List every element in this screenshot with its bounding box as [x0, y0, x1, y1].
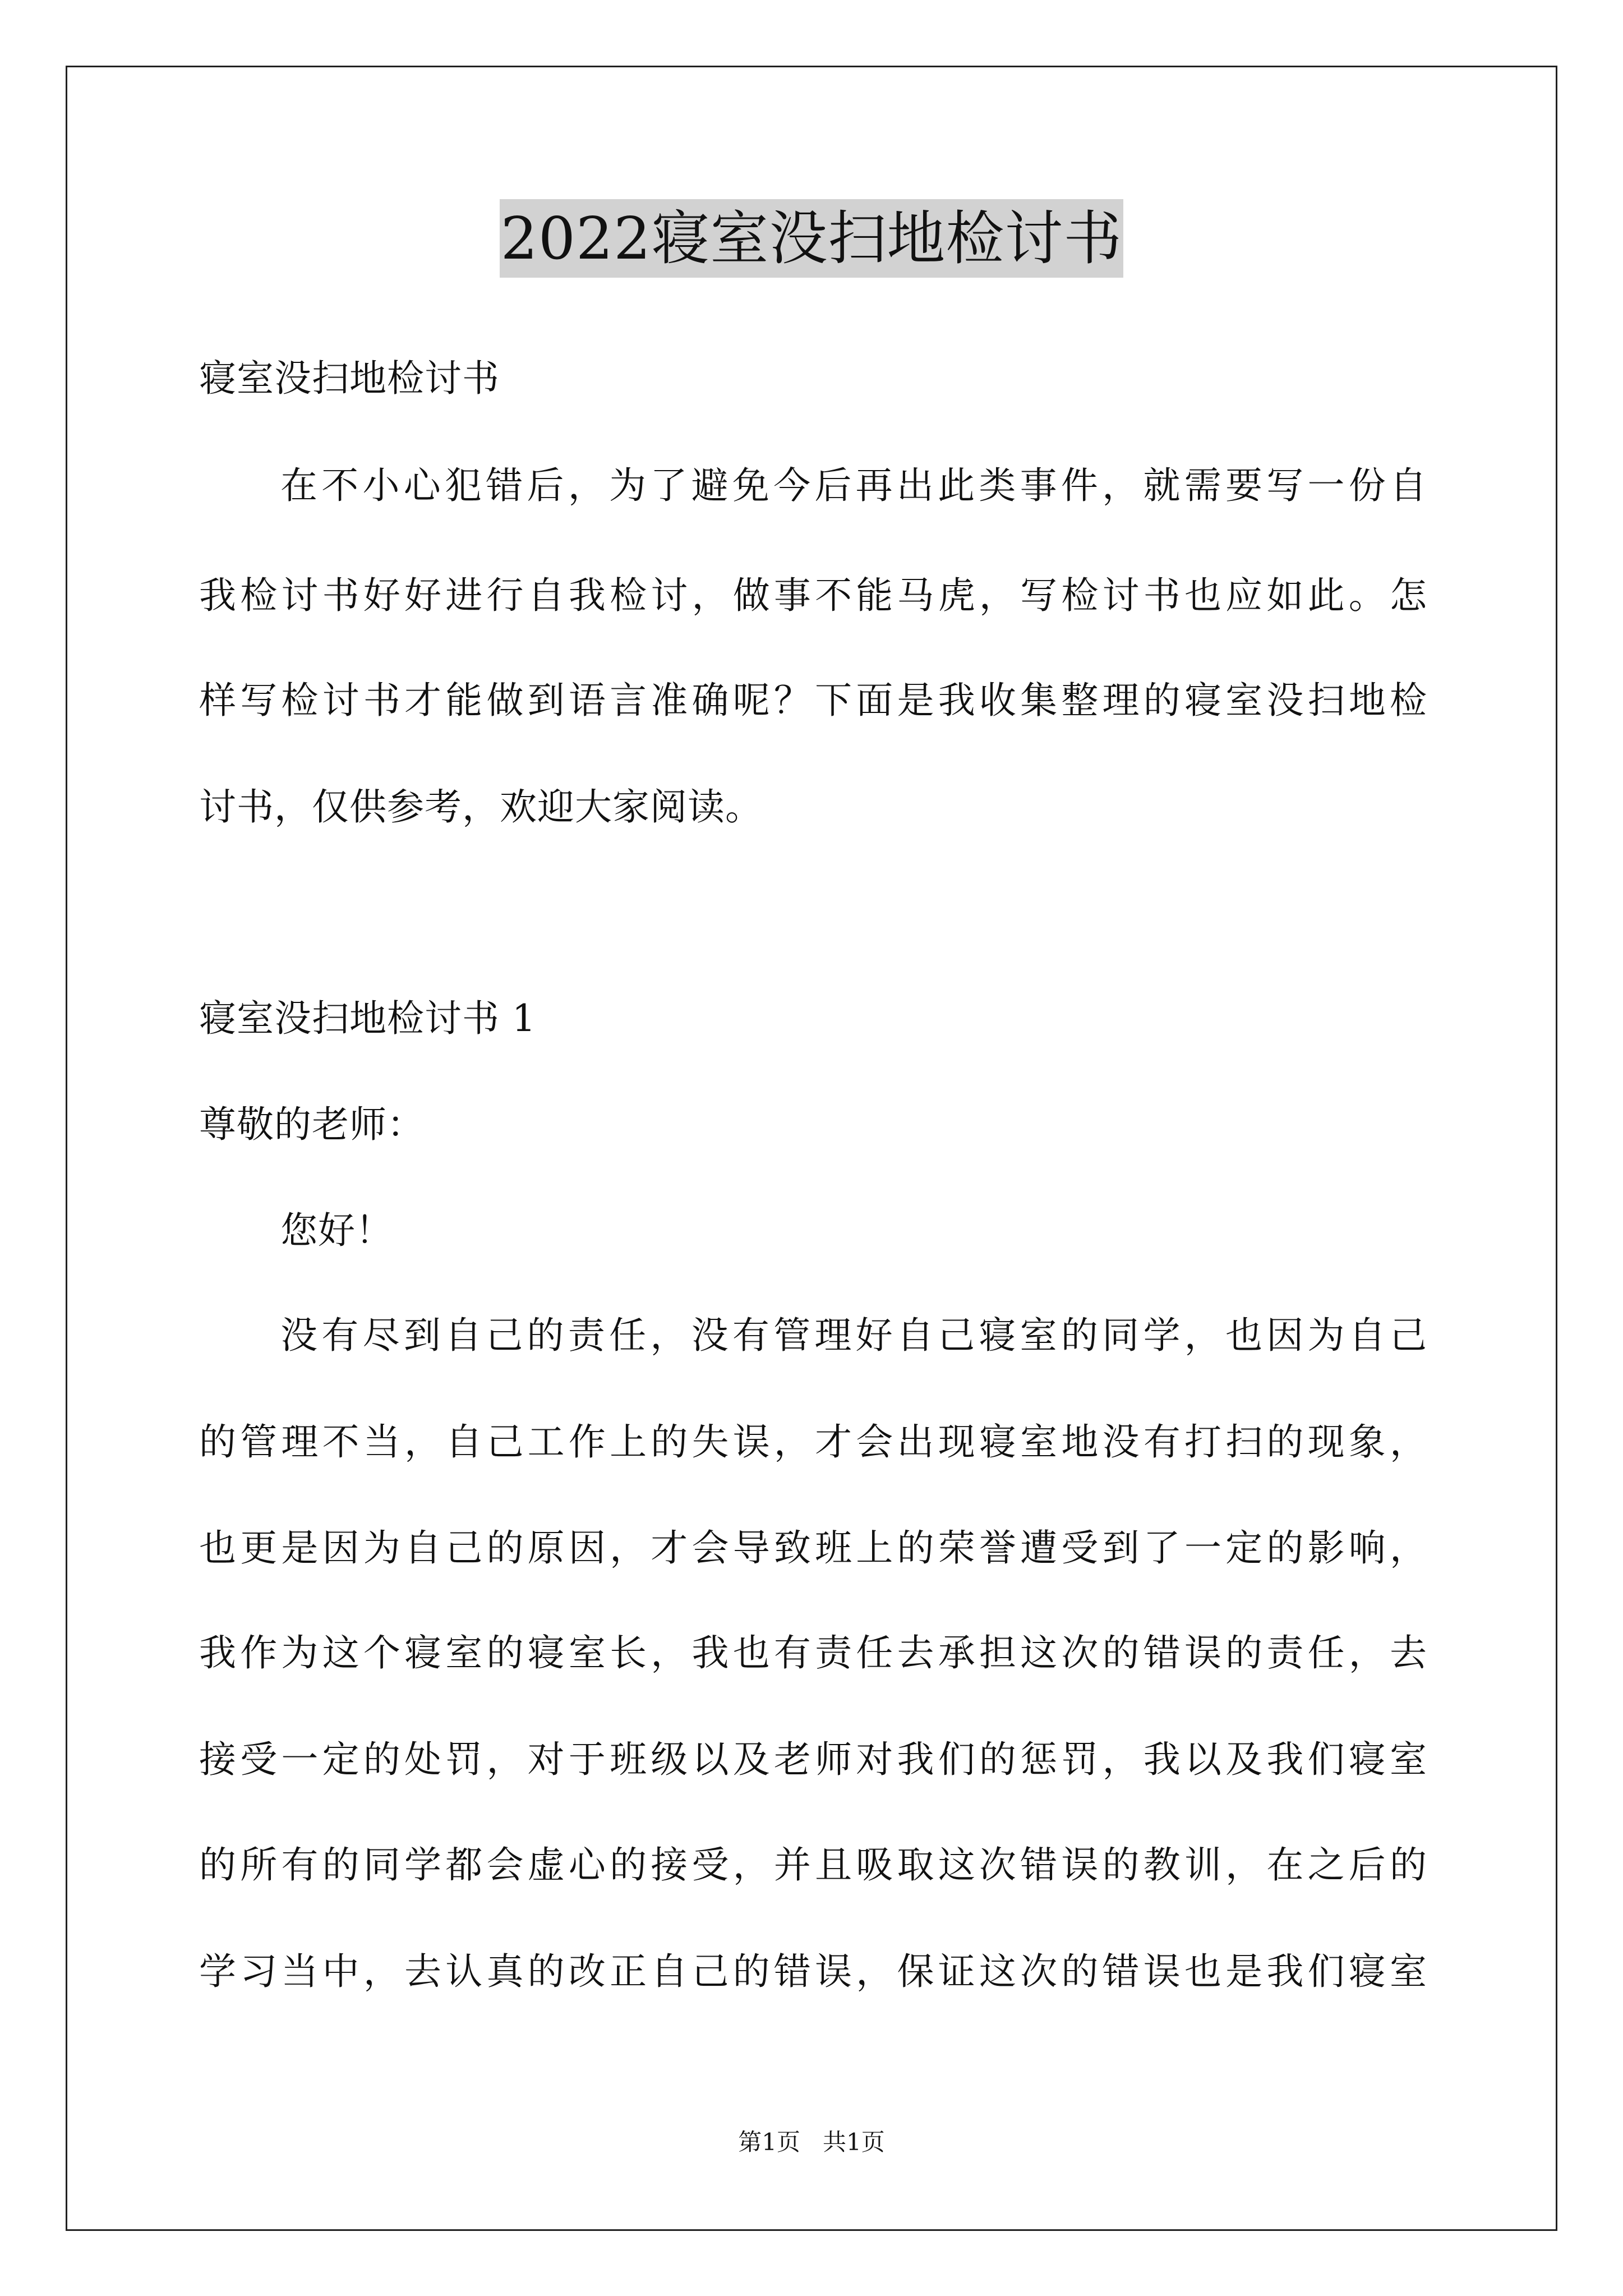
section-heading: 寝室没扫地检讨书 1: [199, 997, 536, 1040]
subtitle: 寝室没扫地检讨书: [199, 357, 500, 400]
greeting: 您好！: [280, 1209, 393, 1252]
intro-line-1: 在不小心犯错后，为了避免今后再出此类事件，就需要写一份自: [280, 464, 1427, 507]
body-line-4: 我作为这个寝室的寝室长，我也有责任去承担这次的错误的责任，去: [199, 1631, 1427, 1674]
body-line-6: 的所有的同学都会虚心的接受，并且吸取这次错误的教训，在之后的: [199, 1843, 1427, 1887]
body-line-7: 学习当中，去认真的改正自己的错误，保证这次的错误也是我们寝室: [199, 1950, 1427, 1993]
page-total: 共1页: [823, 2128, 885, 2156]
title-wrap: [0, 199, 1623, 278]
body-line-5: 接受一定的处罚，对于班级以及老师对我们的惩罚，我以及我们寝室: [199, 1738, 1427, 1781]
page-number: 第1页: [738, 2128, 800, 2156]
body-line-3: 也更是因为自己的原因，才会导致班上的荣誉遭受到了一定的影响，: [199, 1526, 1427, 1570]
body-line-2: 的管理不当，自己工作上的失误，才会出现寝室地没有打扫的现象，: [199, 1420, 1427, 1464]
salutation: 尊敬的老师：: [199, 1103, 425, 1146]
body-line-1: 没有尽到自己的责任，没有管理好自己寝室的同学，也因为自己: [280, 1314, 1427, 1357]
intro-line-3: 样写检讨书才能做到语言准确呢？下面是我收集整理的寝室没扫地检: [199, 679, 1427, 722]
intro-line-2: 我检讨书好好进行自我检讨，做事不能马虎，写检讨书也应如此。怎: [199, 574, 1427, 617]
document-title: 2022寝室没扫地检讨书: [500, 199, 1124, 278]
intro-line-4: 讨书，仅供参考，欢迎大家阅读。: [199, 785, 763, 829]
page-footer: [0, 2128, 1623, 2156]
